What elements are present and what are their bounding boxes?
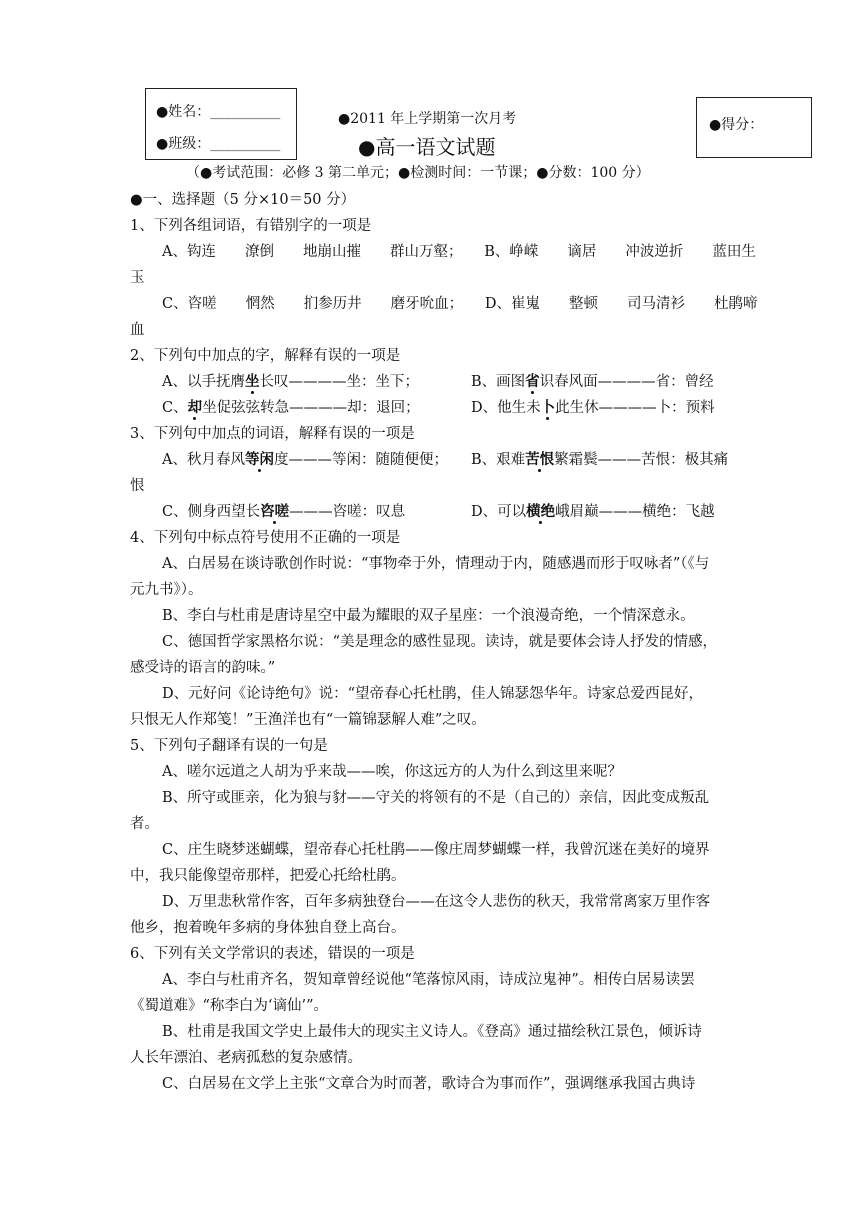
text-line: A、钩连 潦倒 地崩山摧 群山万壑； B、峥嵘 谪居 冲波逆折 蓝田生 bbox=[162, 244, 756, 260]
text-line: 《蜀道难》“称李白为‘谪仙’”。 bbox=[130, 998, 329, 1014]
name-field[interactable]: ●姓名：__________ bbox=[156, 104, 281, 120]
text-line: B、杜甫是我国文学史上最伟大的现实主义诗人。《登高》通过描绘秋江景色，倾诉诗 bbox=[162, 1024, 702, 1040]
dotted-word: 坐 bbox=[244, 373, 260, 390]
text-line: 恨 bbox=[130, 478, 145, 494]
option-text: 繁霜鬓———苦恨：极其痛 bbox=[554, 452, 729, 468]
option-text: A、以手抚膺 bbox=[162, 374, 245, 390]
name-class-box bbox=[145, 88, 297, 160]
text-line: A、嗟尔远道之人胡为乎来哉——唉，你这远方的人为什么到这里来呢？ bbox=[162, 764, 622, 780]
dotted-word: 等闲 bbox=[244, 451, 274, 468]
option-text: C、侧身西望长 bbox=[162, 504, 261, 520]
text-line: 中，我只能像望帝那样，把爱心托给杜鹃。 bbox=[130, 868, 406, 884]
text-line bbox=[162, 502, 405, 522]
option-text: 识春风面————省：曾经 bbox=[539, 374, 714, 390]
text-line: B、所守或匪亲，化为狼与豺——守关的将领有的不是（自己的）亲信，因此变成叛乱 bbox=[162, 790, 710, 806]
option-text: 度———等闲：随随便便； bbox=[273, 452, 448, 468]
text-line: A、白居易在谈诗歌创作时说：“事物牵于外，情理动于内，随感遇而形于叹咏者”（《与 bbox=[162, 556, 710, 572]
text-line: 玉 bbox=[130, 270, 145, 286]
text-line: 只恨无人作郑笺！”王渔洋也有“一篇锦瑟解人难”之叹。 bbox=[130, 712, 486, 728]
text-line: D、元好问《论诗绝句》说：“望帝春心托杜鹃，佳人锦瑟怨华年。诗家总爱西昆好， bbox=[162, 686, 704, 702]
text-line: D、万里悲秋常作客，百年多病独登台——在这令人悲伤的秋天，我常常离家万里作客 bbox=[162, 894, 711, 910]
option-text: C、 bbox=[162, 400, 188, 416]
text-line bbox=[471, 398, 715, 418]
exam-scope: （●考试范围：必修 3 第二单元；●检测时间：一节课；●分数：100 分） bbox=[186, 165, 650, 181]
text-line: C、咨嗟 惘然 扪参历井 磨牙吮血； D、崔嵬 整顿 司马清衫 杜鹃啼 bbox=[162, 296, 758, 312]
text-line: 2、下列句中加点的字，解释有误的一项是 bbox=[130, 348, 401, 364]
text-line bbox=[471, 450, 728, 470]
dotted-word: 卜 bbox=[540, 399, 556, 416]
text-line: A、李白与杜甫齐名，贺知章曾经说他“笔落惊风雨，诗成泣鬼神”。相传白居易读罢 bbox=[162, 972, 695, 988]
text-line: 5、下列句子翻译有误的一句是 bbox=[130, 738, 328, 754]
text-line: C、白居易在文学上主张“文章合为时而著，歌诗合为事而作”，强调继承我国古典诗 bbox=[162, 1076, 696, 1092]
text-line bbox=[471, 372, 714, 392]
exam-line: ●2011 年上学期第一次月考 bbox=[338, 111, 517, 127]
option-text: B、艰难 bbox=[471, 452, 526, 468]
text-line: 4、下列句中标点符号使用不正确的一项是 bbox=[130, 530, 401, 546]
text-line: 元九书》）。 bbox=[130, 582, 203, 598]
option-text: A、秋月春风 bbox=[162, 452, 245, 468]
text-line: 感受诗的语言的韵味。” bbox=[130, 660, 276, 676]
score-field[interactable]: ●得分： bbox=[709, 117, 764, 133]
text-line: ●一、选择题（5 分×10＝50 分） bbox=[130, 192, 356, 208]
page-title: ●高一语文试题 bbox=[358, 135, 496, 159]
option-text: ———咨嗟：叹息 bbox=[289, 504, 406, 520]
text-line: C、庄生晓梦迷蝴蝶，望帝春心托杜鹃——像庄周梦蝴蝶一样，我曾沉迷在美好的境界 bbox=[162, 842, 710, 858]
dotted-word: 却 bbox=[187, 399, 203, 416]
text-line: B、李白与杜甫是唐诗星空中最为耀眼的双子星座：一个浪漫奇绝，一个情深意永。 bbox=[162, 608, 695, 624]
option-text: 坐促弦弦转急————却：退回； bbox=[202, 400, 420, 416]
text-line bbox=[162, 450, 448, 470]
dotted-word: 横绝 bbox=[526, 503, 556, 520]
text-line: 3、下列句中加点的词语，解释有误的一项是 bbox=[130, 426, 415, 442]
dotted-word: 咨嗟 bbox=[260, 503, 290, 520]
text-line: 血 bbox=[130, 322, 145, 338]
option-text: 长叹————坐：坐下； bbox=[259, 374, 419, 390]
text-line: C、德国哲学家黑格尔说：“美是理念的感性显现。读诗，就是要体会诗人抒发的情感， bbox=[162, 634, 718, 650]
text-line: 6、下列有关文学常识的表述，错误的一项是 bbox=[130, 946, 415, 962]
text-line: 他乡，抱着晚年多病的身体独自登上高台。 bbox=[130, 920, 406, 936]
text-line bbox=[471, 502, 715, 522]
option-text: 此生休————卜：预料 bbox=[555, 400, 715, 416]
class-field[interactable]: ●班级：__________ bbox=[156, 136, 281, 152]
text-line: 者。 bbox=[130, 816, 159, 832]
text-line bbox=[162, 398, 420, 418]
option-text: D、可以 bbox=[471, 504, 527, 520]
option-text: D、他生未 bbox=[471, 400, 541, 416]
text-line: 人长年漂泊、老病孤愁的复杂感情。 bbox=[130, 1050, 362, 1066]
dotted-word: 苦恨 bbox=[525, 451, 555, 468]
text-line: 1、下列各组词语，有错别字的一项是 bbox=[130, 218, 372, 234]
option-text: 峨眉巅———横绝：飞越 bbox=[555, 504, 715, 520]
option-text: B、画图 bbox=[471, 374, 526, 390]
text-line bbox=[162, 372, 419, 392]
score-box bbox=[696, 97, 812, 158]
dotted-word: 省 bbox=[525, 373, 540, 390]
